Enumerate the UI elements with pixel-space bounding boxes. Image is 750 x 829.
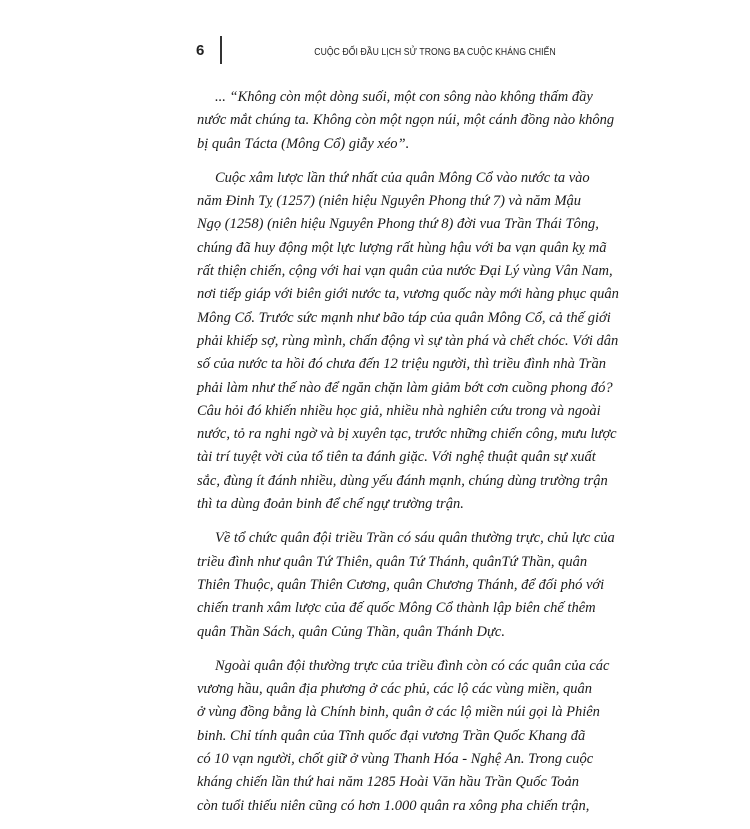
text-line: Mông Cổ. Trước sức mạnh như bão táp của quân Mông Cổ, cả thế giới — [197, 309, 611, 326]
text-line: chiến tranh xâm lược của đế quốc Mông Cổ thành lập biên chế thêm — [197, 600, 596, 617]
text-line: Cuộc xâm lược lần thứ nhất của quân Mông Cổ vào nước ta vào — [215, 169, 590, 186]
text-line: ... “Không còn một dòng suối, một con sông nào không thấm đầy — [215, 89, 593, 105]
header-divider — [220, 36, 222, 64]
text-line: nước, tỏ ra nghi ngờ và bị xuyên tạc, trước những chiến công, mưu lược — [197, 426, 617, 443]
text-line: rất thiện chiến, cộng với hai vạn quân của nước Đại Lý vùng Vân Nam, — [197, 263, 613, 280]
text-line: kháng chiến lần thứ hai năm 1285 Hoài Văn hầu Trần Quốc Toản — [197, 774, 579, 791]
text-line: phải khiếp sợ, rùng mình, chấn động vì sự tàn phá và chết chóc. Với dân — [197, 332, 619, 349]
text-line: binh. Chỉ tính quân của Tĩnh quốc đại vương Trần Quốc Khang đã — [197, 727, 586, 744]
text-line: còn tuổi thiếu niên cũng có hơn 1.000 quân ra xông pha chiến trận, — [197, 797, 590, 814]
paragraph — [197, 527, 615, 643]
body-text — [197, 86, 619, 829]
text-line: Câu hỏi đó khiến nhiều học giả, nhiều nhà nghiên cứu trong và ngoài — [197, 402, 601, 419]
text-line: năm Đinh Tỵ (1257) (niên hiệu Nguyên Phong thứ 7) và năm Mậu — [197, 193, 582, 210]
text-line: nước mắt chúng ta. Không còn một ngọn núi, một cánh đồng nào không — [197, 112, 615, 129]
text-line: chúng đã huy động một lực lượng rất hùng hậu với ba vạn quân kỵ mã — [197, 239, 607, 256]
text-line: có 10 vạn người, chốt giữ ở vùng Thanh Hóa - Nghệ An. Trong cuộc — [197, 751, 594, 768]
paragraph — [197, 86, 615, 156]
paragraph — [197, 167, 619, 516]
text-line: triều đình như quân Tứ Thiên, quân Tứ Thánh, quânTứ Thần, quân — [197, 553, 588, 570]
paragraph — [197, 655, 610, 818]
text-line: Ngọ (1258) (niên hiệu Nguyên Phong thứ 8) đời vua Trần Thái Tông, — [197, 216, 599, 233]
running-title: CUỘC ĐỐI ĐẦU LỊCH SỬ TRONG BA CUỘC KHÁNG CHIẾN — [314, 47, 556, 58]
text-line: Ngoài quân đội thường trực của triều đình còn có các quân của các — [215, 657, 610, 674]
text-line: bị quân Tácta (Mông Cổ) giẫy xéo”. — [197, 135, 410, 152]
text-line: quân Thần Sách, quân Củng Thần, quân Thánh Dực. — [197, 623, 505, 640]
text-line: phải làm như thế nào để ngăn chặn làm giảm bớt cơn cuồng phong đó? — [197, 379, 613, 396]
text-line: sắc, đùng ít đánh nhiều, dùng yếu đánh mạnh, chúng dùng trường trận — [197, 472, 608, 489]
text-line: vương hầu, quân địa phương ở các phủ, các lộ các vùng miền, quân — [197, 681, 593, 698]
text-line: Thiên Thuộc, quân Thiên Cương, quân Chương Thánh, để đối phó với — [197, 576, 605, 593]
text-line: Về tổ chức quân đội triều Trần có sáu quân thường trực, chủ lực của — [215, 530, 615, 547]
text-line: thì ta dùng đoản binh để chế ngự trường trận. — [197, 496, 464, 513]
text-line: nơi tiếp giáp với biên giới nước ta, vương quốc này mới hàng phục quân — [197, 286, 619, 303]
text-line: số của nước ta hồi đó chưa đến 12 triệu người, thì triều đình nhà Trần — [197, 356, 606, 373]
text-line: ở vùng đồng bằng là Chính binh, quân ở các lộ miền núi gọi là Phiên — [197, 704, 600, 721]
page-header — [196, 36, 556, 64]
text-line: tài trí tuyệt vời của tổ tiên ta đánh giặc. Với nghệ thuật quân sự xuất — [197, 449, 596, 466]
page-number: 6 — [196, 42, 205, 59]
